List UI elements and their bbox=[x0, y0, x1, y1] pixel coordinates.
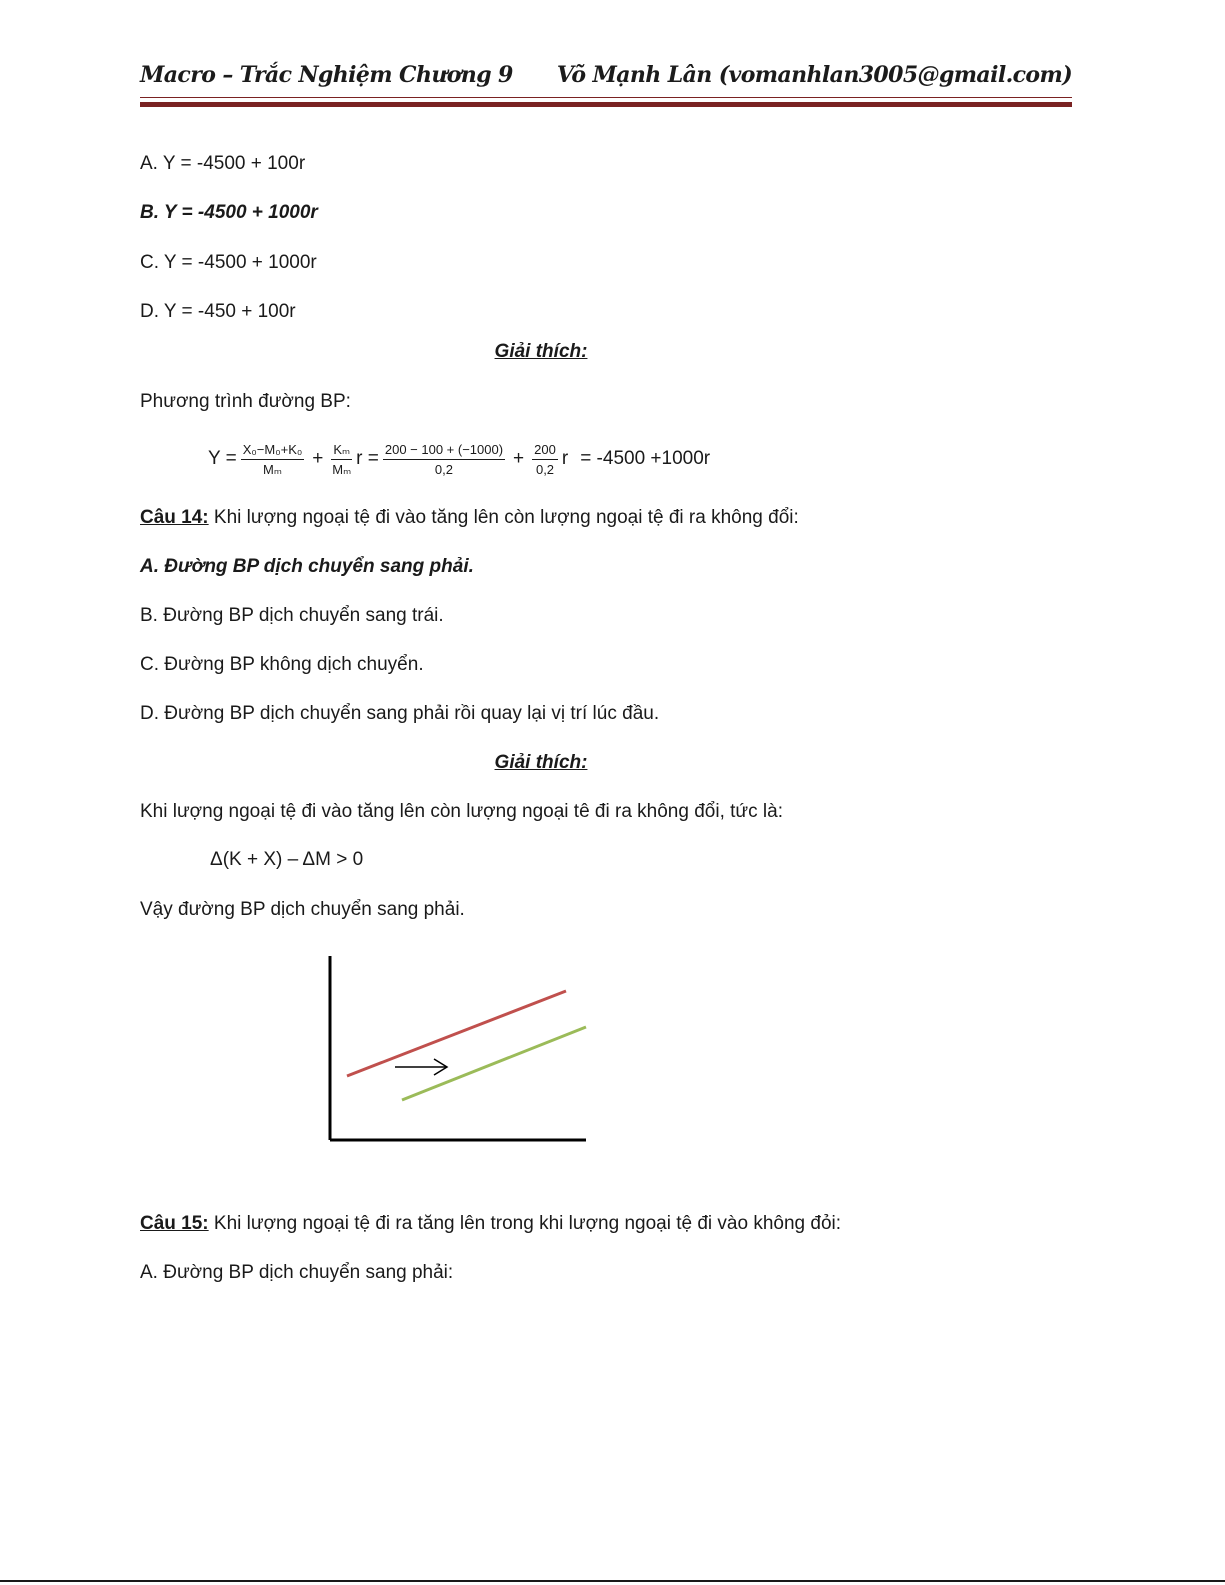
formula-r: r bbox=[561, 448, 569, 469]
fraction-numerator: Kₘ bbox=[331, 441, 352, 460]
formula-plus: + bbox=[513, 448, 525, 469]
fraction-slope-values bbox=[532, 441, 558, 478]
q14-conclusion: Vậy đường BP dịch chuyển sang phải. bbox=[140, 899, 465, 920]
q14-label: Câu 14: bbox=[140, 507, 209, 528]
q14-inequality: Δ(K + X) – ΔM > 0 bbox=[210, 849, 364, 870]
fraction-denominator: Mₘ bbox=[263, 461, 282, 477]
formula-lhs: Y = bbox=[208, 448, 237, 469]
fraction-denominator: 0,2 bbox=[535, 461, 555, 477]
header-divider-thick bbox=[140, 102, 1072, 107]
formula-plus: + bbox=[312, 448, 324, 469]
q15-question-text: Khi lượng ngoại tệ đi ra tăng lên trong khi lượng ngoại tệ đi vào không đỏi: bbox=[208, 1213, 842, 1234]
fraction-slope bbox=[331, 441, 352, 478]
fraction-numerator: X₀−M₀+K₀ bbox=[241, 441, 305, 460]
fraction-numerator: 200 − 100 + (−1000) bbox=[383, 441, 505, 460]
bp-shift-diagram bbox=[320, 950, 600, 1150]
q14-question bbox=[140, 506, 799, 530]
formula-r-equals: r = bbox=[356, 448, 379, 469]
header-divider-thin bbox=[140, 97, 1072, 98]
q13-option-b-answer: B. Y = -4500 + 1000r bbox=[140, 202, 318, 223]
q14-option-c: C. Đường BP không dịch chuyển. bbox=[140, 654, 424, 675]
q14-explanation-text: Khi lượng ngoại tệ đi vào tăng lên còn lượng ngoại tê đi ra không đổi, tức là: bbox=[140, 801, 783, 822]
q15-question bbox=[140, 1212, 841, 1236]
fraction-autonomous-values bbox=[383, 441, 505, 478]
q14-option-a-answer: A. Đường BP dịch chuyển sang phải. bbox=[140, 556, 474, 577]
q14-option-b: B. Đường BP dịch chuyển sang trái. bbox=[140, 605, 444, 626]
page-header bbox=[140, 62, 1072, 96]
bp-line-shifted bbox=[402, 1027, 586, 1100]
fraction-numerator: 200 bbox=[532, 441, 558, 460]
q13-explanation-intro: Phương trình đường BP: bbox=[140, 391, 351, 412]
q14-option-d: D. Đường BP dịch chuyển sang phải rồi quay lại vị trí lúc đầu. bbox=[140, 703, 660, 724]
q13-option-c: C. Y = -4500 + 1000r bbox=[140, 252, 317, 273]
header-author: Võ Mạnh Lân (vomanhlan3005@gmail.com) bbox=[556, 62, 1072, 88]
fraction-denominator: 0,2 bbox=[434, 461, 453, 477]
fraction-denominator: Mₘ bbox=[332, 461, 352, 477]
q14-question-text: Khi lượng ngoại tệ đi vào tăng lên còn lượng ngoại tệ đi ra không đổi: bbox=[208, 507, 799, 528]
q13-option-a: A. Y = -4500 + 100r bbox=[140, 153, 306, 174]
q15-option-a: A. Đường BP dịch chuyển sang phải: bbox=[140, 1262, 454, 1283]
q13-explanation-title: Giải thích: bbox=[494, 341, 588, 362]
bp-equation bbox=[208, 434, 710, 484]
q13-option-d: D. Y = -450 + 100r bbox=[140, 301, 296, 322]
bp-line-original bbox=[347, 991, 566, 1076]
q15-label: Câu 15: bbox=[140, 1213, 209, 1234]
formula-result: = -4500 +1000r bbox=[580, 448, 711, 469]
page-bottom-edge bbox=[0, 1580, 1225, 1582]
header-course-title: Macro – Trắc Nghiệm Chương 9 bbox=[140, 62, 513, 88]
q14-explanation-title: Giải thích: bbox=[494, 752, 588, 773]
fraction-autonomous bbox=[241, 441, 305, 478]
